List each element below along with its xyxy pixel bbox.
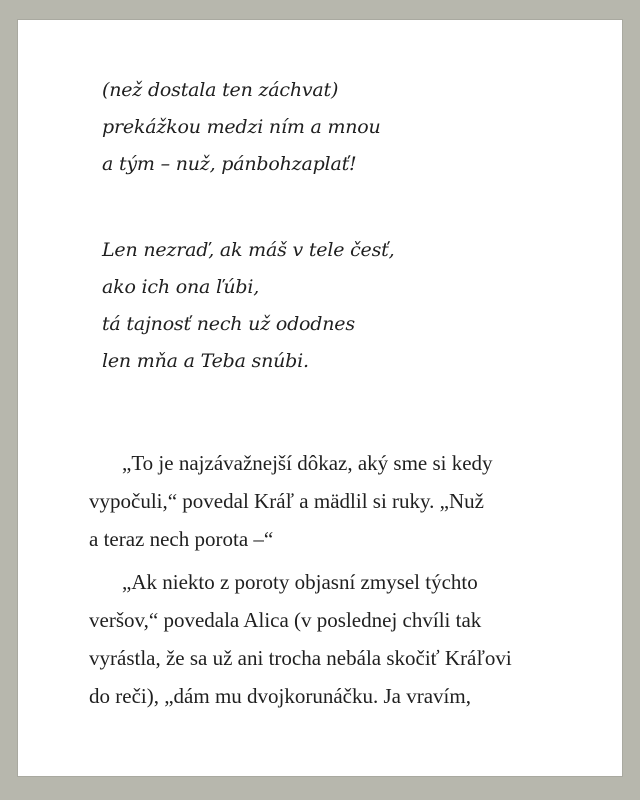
poem-line: Len nezraď, ak máš v tele česť, [102,239,395,261]
poem-line: prekážkou medzi ním a mnou [102,116,381,138]
poem-line: a tým – nuž, pánbohzaplať! [102,153,357,175]
paragraph-line: vyrástla, že sa už ani trocha nebála skočiť Kráľovi [89,646,512,670]
poem-line: ako ich ona ľúbi, [102,276,260,298]
book-page [18,20,622,776]
paragraph-line: veršov,“ povedala Alica (v poslednej chvíli tak [89,608,482,632]
paragraph-line: „To je najzávažnejší dôkaz, aký sme si kedy [122,451,493,475]
poem-line: tá tajnosť nech už ododnes [102,313,355,335]
poem-line: (než dostala ten záchvat) [102,79,339,101]
paragraph-line: „Ak niekto z poroty objasní zmysel týchto [122,570,478,594]
paragraph-line: vypočuli,“ povedal Kráľ a mädlil si ruky. „Nuž [89,489,484,513]
poem-line: len mňa a Teba snúbi. [102,350,309,372]
paragraph-line: do reči), „dám mu dvojkorunáčku. Ja vravím, [89,684,471,708]
paragraph-line: a teraz nech porota –“ [89,527,274,551]
